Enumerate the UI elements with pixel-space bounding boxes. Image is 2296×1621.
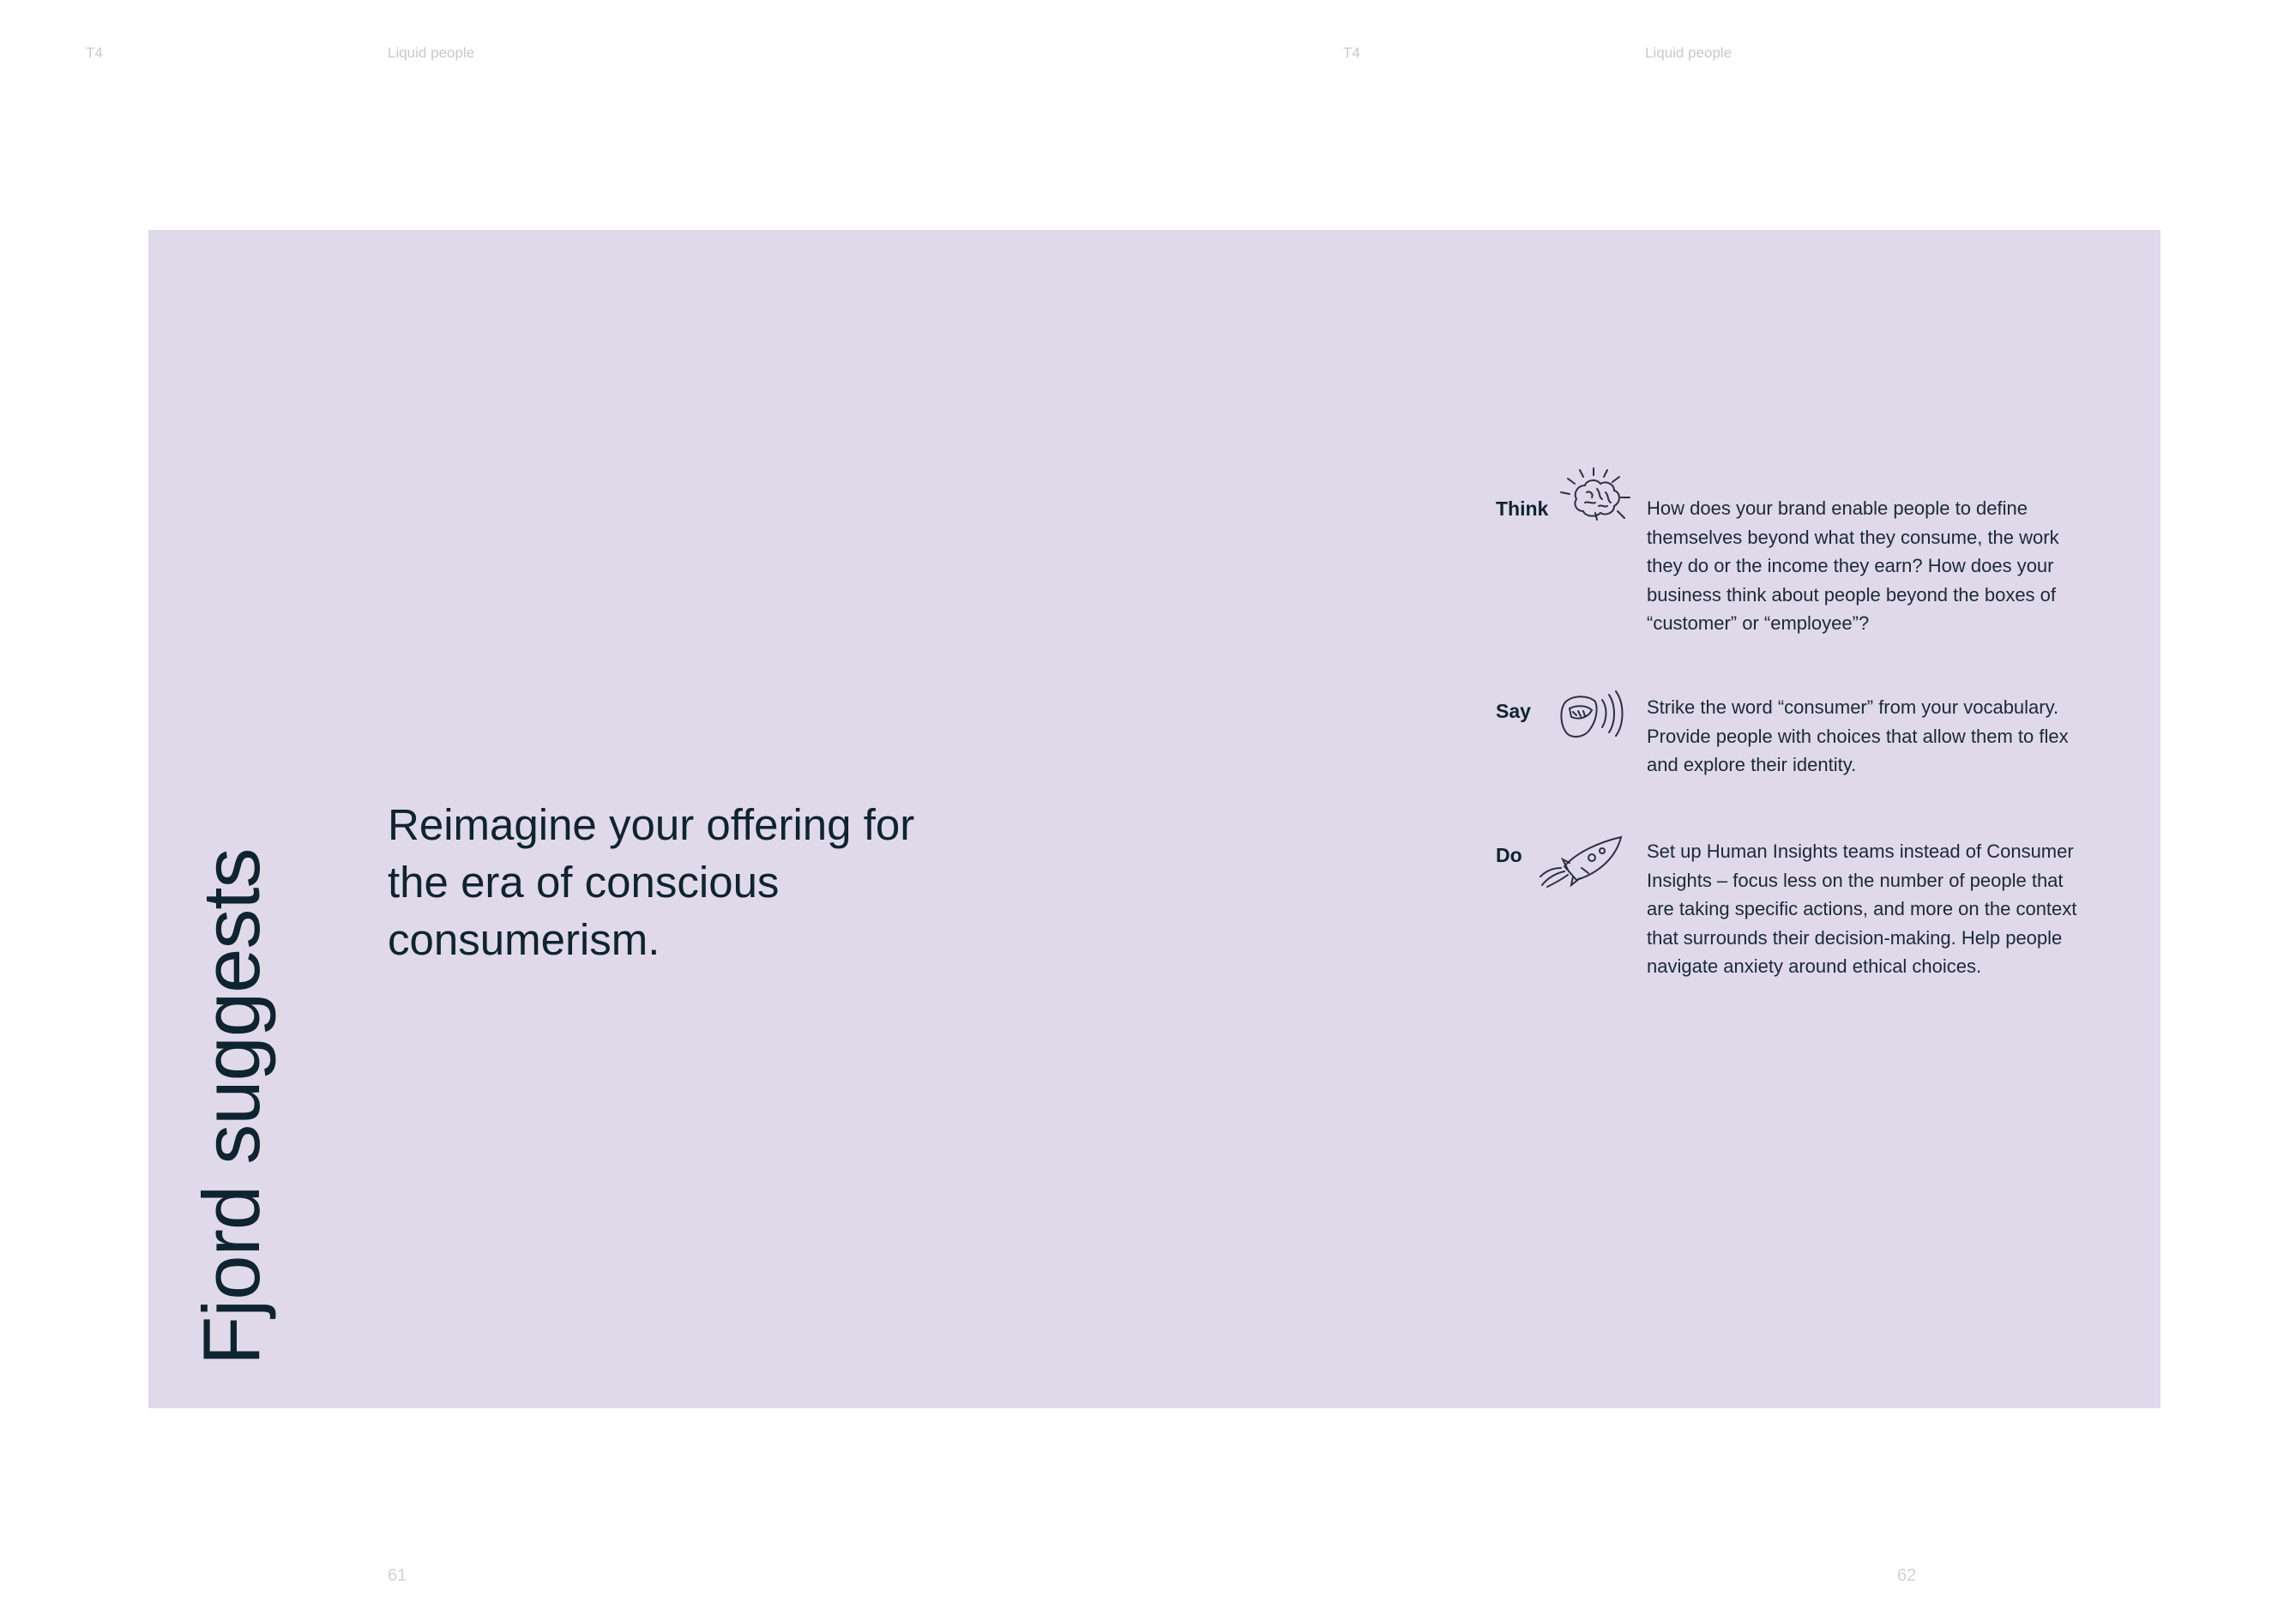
header-section-title-right: Liquid people: [1645, 45, 1733, 61]
vertical-title-text: Fjord suggests: [186, 848, 276, 1365]
headline: Reimagine your offering for the era of conscious consumerism.: [388, 800, 915, 964]
page-number-right: 62: [1897, 1566, 1917, 1585]
header-section-title-left: Liquid people: [388, 45, 475, 61]
suggestions-panel: [148, 230, 2160, 1408]
rocket-icon: [1539, 834, 1624, 889]
page-number-left: 61: [388, 1566, 407, 1585]
suggestion-text-say: Strike the word “consumer” from your vocabulary. Provide people with choices that allow them to flex and explore their identity.: [1647, 696, 2069, 775]
suggestion-label-think: Think: [1496, 497, 1549, 520]
header-section-number-left: T4: [86, 45, 103, 61]
header-section-number-right: T4: [1343, 45, 1360, 61]
brain-icon: [1552, 467, 1635, 528]
suggestion-text-do: Set up Human Insights teams instead of Consumer Insights – focus less on the number of people that are taking specific actions, and more on the context that surrounds their decision-making. Help people navigate anxiety around ethical choices.: [1647, 841, 2077, 977]
suggestion-label-say: Say: [1496, 700, 1531, 722]
suggestion-text-think: How does your brand enable people to define themselves beyond what they consume, the work they do or the income they earn? How does your business think about people beyond the boxes of “customer” or “employee”?: [1647, 497, 2059, 634]
suggestion-label-do: Do: [1496, 844, 1522, 866]
speaking-mouth-icon: [1556, 688, 1628, 746]
